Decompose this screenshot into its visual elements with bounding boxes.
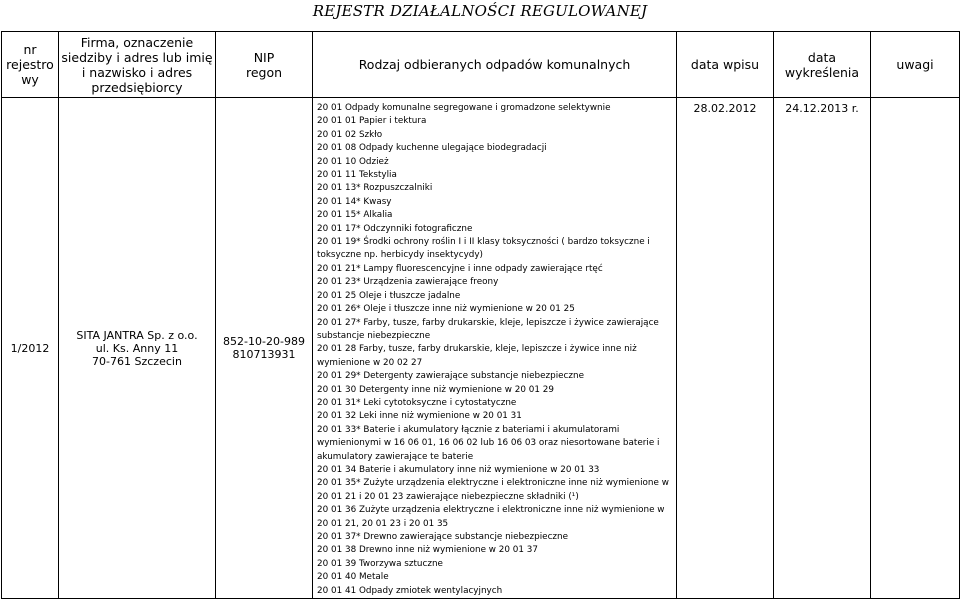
header-nip-regon: NIP regon bbox=[216, 32, 313, 98]
entry-uwagi bbox=[871, 98, 960, 599]
waste-type-item: 20 01 01 Papier i tektura bbox=[317, 116, 427, 127]
waste-type-item: 20 01 23* Urządzenia zawierające freony bbox=[317, 277, 499, 288]
waste-type-item: 20 01 30 Detergenty inne niż wymienione w 20 01 29 bbox=[317, 384, 554, 395]
waste-type-item: 20 01 25 Oleje i tłuszcze jadalne bbox=[317, 290, 461, 301]
entry-nip-regon: 852-10-20-989 810713931 bbox=[216, 98, 313, 599]
waste-type-item: 20 01 37* Drewno zawierające substancje niebezpieczne bbox=[317, 532, 569, 542]
waste-type-item: 20 01 02 Szkło bbox=[317, 129, 383, 140]
waste-type-item: 20 01 27* Farby, tusze, farby drukarskie, kleje, lepiszcze i żywice zawierające substancje niebezpieczne bbox=[317, 317, 659, 341]
entry-firma: SITA JANTRA Sp. z o.o. ul. Ks. Anny 11 70-761 Szczecin bbox=[59, 98, 216, 599]
waste-type-item: 20 01 35* Zużyte urządzenia elektryczne i elektroniczne inne niż wymienione w 20 01 21 i 20 01 23 zawierające niebezpieczne składniki (¹) bbox=[317, 478, 669, 502]
waste-type-item: 20 01 34 Baterie i akumulatory inne niż wymienione w 20 01 33 bbox=[317, 464, 600, 475]
waste-type-item: 20 01 21* Lampy fluorescencyjne i inne odpady zawierające rtęć bbox=[317, 263, 603, 274]
waste-types-list bbox=[313, 98, 676, 598]
header-data-wpisu: data wpisu bbox=[677, 32, 774, 98]
waste-type-item: 20 01 17* Odczynniki fotograficzne bbox=[317, 223, 473, 234]
entry-data-wpisu: 28.02.2012 bbox=[677, 98, 774, 599]
waste-type-item: 20 01 29* Detergenty zawierające substancje niebezpieczne bbox=[317, 371, 585, 382]
waste-type-item: 20 01 36 Zużyte urządzenia elektryczne i elektroniczne inne niż wymienione w 20 01 21, 20 01 23 i 20 01 35 bbox=[317, 505, 665, 529]
waste-type-item: 20 01 31* Leki cytotoksyczne i cytostatyczne bbox=[317, 397, 517, 408]
waste-type-item: 20 01 13* Rozpuszczalniki bbox=[317, 183, 433, 194]
waste-type-item: 20 01 08 Odpady kuchenne ulegające biodegradacji bbox=[317, 143, 547, 154]
waste-type-item: 20 01 33* Baterie i akumulatory łącznie z bateriami i akumulatorami wymienionymi w 16 06 01, 16 06 02 lub 16 06 03 oraz niesortowane baterie i akumulatory zawierające te baterie bbox=[317, 424, 660, 462]
waste-type-item: 20 01 39 Tworzywa sztuczne bbox=[317, 558, 443, 569]
header-uwagi: uwagi bbox=[871, 32, 960, 98]
waste-type-item: 20 01 28 Farby, tusze, farby drukarskie, kleje, lepiszcze i żywice inne niż wymienione w 20 02 27 bbox=[317, 344, 637, 368]
waste-type-item: 20 01 14* Kwasy bbox=[317, 196, 392, 207]
table-row bbox=[2, 98, 960, 599]
waste-type-item: 20 01 Odpady komunalne segregowane i gromadzone selektywnie bbox=[317, 103, 611, 113]
header-nr: nr rejestro wy bbox=[2, 32, 59, 98]
header-data-wykreslenia: data wykreślenia bbox=[774, 32, 871, 98]
header-row bbox=[2, 32, 960, 98]
waste-type-item: 20 01 15* Alkalia bbox=[317, 210, 393, 221]
header-rodzaj: Rodzaj odbieranych odpadów komunalnych bbox=[313, 32, 677, 98]
waste-type-item: 20 01 32 Leki inne niż wymienione w 20 01 31 bbox=[317, 411, 522, 422]
waste-type-item: 20 01 11 Tekstylia bbox=[317, 170, 397, 181]
waste-type-item: 20 01 10 Odzież bbox=[317, 156, 389, 167]
entry-nr: 1/2012 bbox=[2, 98, 59, 599]
entry-waste-types bbox=[313, 98, 677, 599]
page-title: REJESTR DZIAŁALNOŚCI REGULOWANEJ bbox=[312, 2, 648, 20]
waste-type-item: 20 01 40 Metale bbox=[317, 572, 389, 583]
entry-data-wykreslenia: 24.12.2013 r. bbox=[774, 98, 871, 599]
header-firma: Firma, oznaczenie siedziby i adres lub imię i nazwisko i adres przedsiębiorcy bbox=[59, 32, 216, 98]
waste-type-item: 20 01 41 Odpady zmiotek wentylacyjnych bbox=[317, 585, 503, 596]
waste-type-item: 20 01 38 Drewno inne niż wymienione w 20 01 37 bbox=[317, 545, 538, 556]
waste-type-item: 20 01 19* Środki ochrony roślin I i II klasy toksyczności ( bardzo toksyczne i toksyczne np. herbicydy insektycydy) bbox=[317, 237, 650, 261]
waste-type-item: 20 01 26* Oleje i tłuszcze inne niż wymienione w 20 01 25 bbox=[317, 304, 575, 315]
register-table bbox=[1, 31, 960, 599]
